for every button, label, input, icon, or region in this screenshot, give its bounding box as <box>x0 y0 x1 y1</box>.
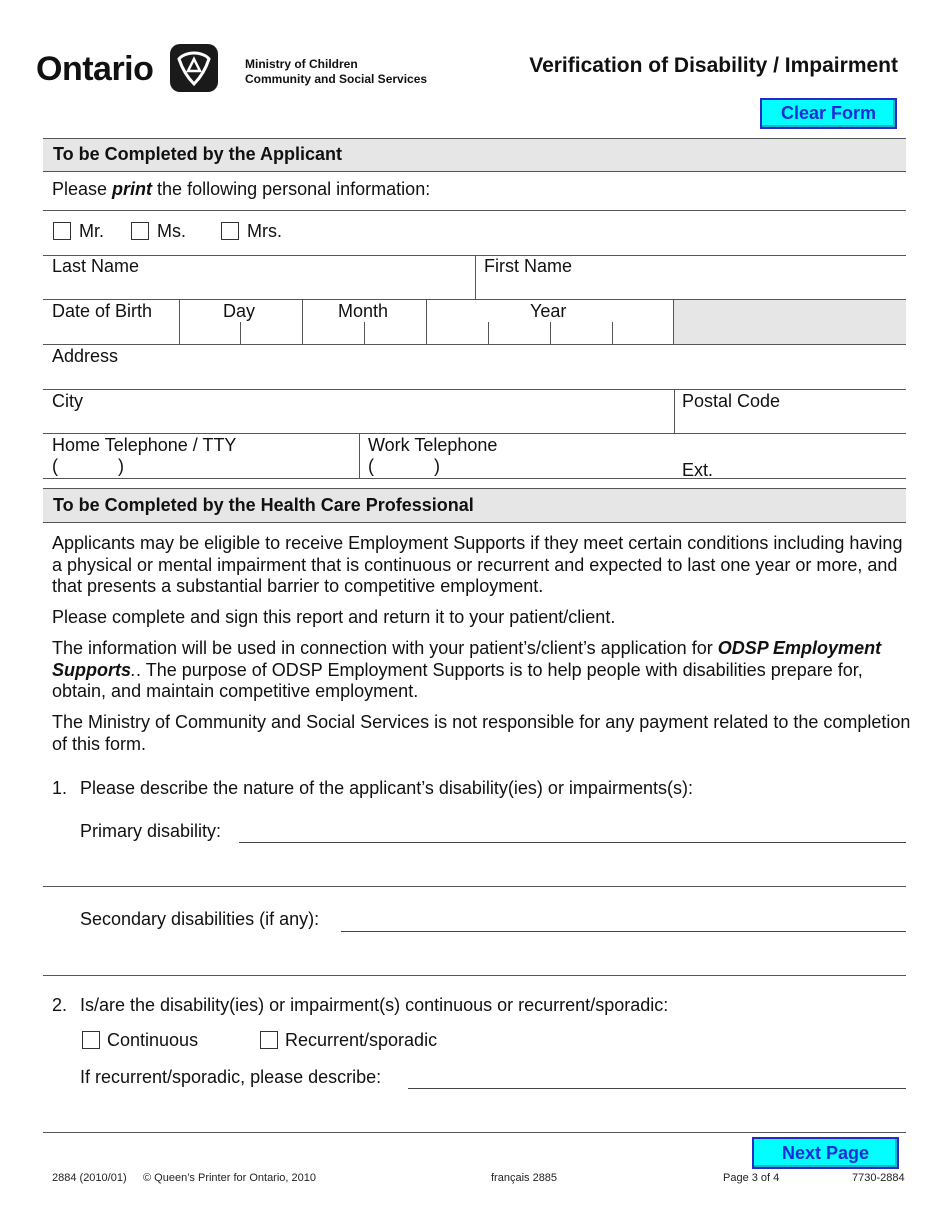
continuous-checkbox[interactable] <box>82 1031 100 1049</box>
first-name-field[interactable] <box>477 278 905 299</box>
secondary-disability-label: Secondary disabilities (if any): <box>80 909 320 929</box>
work-area-code-open: ( <box>368 456 374 476</box>
mrs-checkbox[interactable] <box>221 222 239 240</box>
home-area-code-open: ( <box>52 456 58 476</box>
ministry-name-line2: Community and Social Services <box>245 72 428 86</box>
recurrent-checkbox[interactable] <box>260 1031 278 1049</box>
home-area-code-close: ) <box>118 456 124 476</box>
year-field[interactable] <box>428 322 672 343</box>
form-title: Verification of Disability / Impairment <box>529 54 898 77</box>
french-version: français 2885 <box>491 1172 558 1184</box>
work-telephone-label: Work Telephone <box>368 435 498 455</box>
day-field[interactable] <box>181 322 301 343</box>
q2-number: 2. <box>52 995 68 1015</box>
postal-code-label: Postal Code <box>682 391 781 411</box>
secondary-disability-field[interactable] <box>341 909 906 931</box>
mr-label: Mr. <box>79 221 104 241</box>
address-label: Address <box>52 346 119 366</box>
day-label: Day <box>223 301 256 321</box>
professional-section-header <box>43 489 906 522</box>
continuous-label: Continuous <box>107 1030 199 1050</box>
form-code: 2884 (2010/01) <box>52 1172 127 1184</box>
address-field[interactable] <box>44 368 905 389</box>
year-label: Year <box>530 301 567 321</box>
first-name-label: First Name <box>484 256 573 276</box>
clear-form-button[interactable]: Clear Form <box>760 98 897 129</box>
home-telephone-field[interactable] <box>60 456 356 476</box>
last-name-label: Last Name <box>52 256 140 276</box>
mrs-label: Mrs. <box>247 221 282 241</box>
logo-wordmark: Ontario <box>36 50 154 88</box>
work-telephone-field[interactable] <box>376 456 676 476</box>
secondary-disability-continuation[interactable] <box>44 951 905 975</box>
return-instruction: Please complete and sign this report and return it to your patient/client. <box>52 607 616 627</box>
q1-text: Please describe the nature of the applicant’s disability(ies) or impairments(s): <box>80 778 693 798</box>
print-instruction: Please print the following personal information: <box>52 179 431 199</box>
mr-checkbox[interactable] <box>53 222 71 240</box>
last-name-field[interactable] <box>44 278 474 299</box>
recurrent-describe-field[interactable] <box>408 1066 906 1088</box>
ms-label: Ms. <box>157 221 186 241</box>
eligibility-paragraph: Applicants may be eligible to receive Employment Supports if they meet certain conditions including having a physical or mental impairment that is continuous or recurrent and expected to last one year or more, and that presents a substantial barrier to competitive employment. <box>52 533 903 596</box>
purpose-rest: . The purpose of ODSP Employment Supports is to help people with disabilities prepare for, obtain, and maintain competitive employment. <box>52 659 863 701</box>
work-area-code-close: ) <box>434 456 440 476</box>
trillium-icon <box>170 44 218 92</box>
ms-checkbox[interactable] <box>131 222 149 240</box>
page-number: Page 3 of 4 <box>723 1172 780 1184</box>
city-label: City <box>52 391 83 411</box>
date-of-birth-label: Date of Birth <box>52 301 153 321</box>
ontario-logo <box>36 44 218 94</box>
next-page-button[interactable]: Next Page <box>752 1137 899 1169</box>
city-field[interactable] <box>44 413 672 433</box>
q1-number: 1. <box>52 778 68 798</box>
primary-disability-label: Primary disability: <box>80 821 222 841</box>
purpose-paragraph: The information will be used in connection with your patient’s/client’s application for ODSP Employment Supports.. The purpose of ODSP Employment Supports is to help people with disabilities prepare for, obtain, and maintain competitive employment. <box>52 638 882 701</box>
recurrent-describe-label: If recurrent/sporadic, please describe: <box>80 1067 382 1087</box>
extension-field[interactable] <box>720 456 905 476</box>
home-telephone-label: Home Telephone / TTY <box>52 435 237 455</box>
month-field[interactable] <box>304 322 425 343</box>
recurrent-label: Recurrent/sporadic <box>285 1030 438 1050</box>
ministry-name-line1: Ministry of Children <box>245 57 358 71</box>
office-use-area <box>674 300 906 344</box>
primary-disability-continuation[interactable] <box>44 862 905 886</box>
copyright: © Queen’s Printer for Ontario, 2010 <box>143 1172 316 1184</box>
q2-text: Is/are the disability(ies) or impairment(s) continuous or recurrent/sporadic: <box>80 995 669 1015</box>
postal-code-field[interactable] <box>676 413 905 433</box>
professional-section-title: To be Completed by the Health Care Professional <box>53 495 474 515</box>
month-label: Month <box>338 301 389 321</box>
payment-disclaimer: The Ministry of Community and Social Services is not responsible for any payment related to the completion of this form. <box>52 712 911 754</box>
extension-label: Ext. <box>682 460 714 480</box>
applicant-section-header <box>43 139 906 171</box>
primary-disability-field[interactable] <box>239 820 906 842</box>
applicant-section-title: To be Completed by the Applicant <box>53 144 343 164</box>
catalogue-number: 7730-2884 <box>852 1172 905 1184</box>
